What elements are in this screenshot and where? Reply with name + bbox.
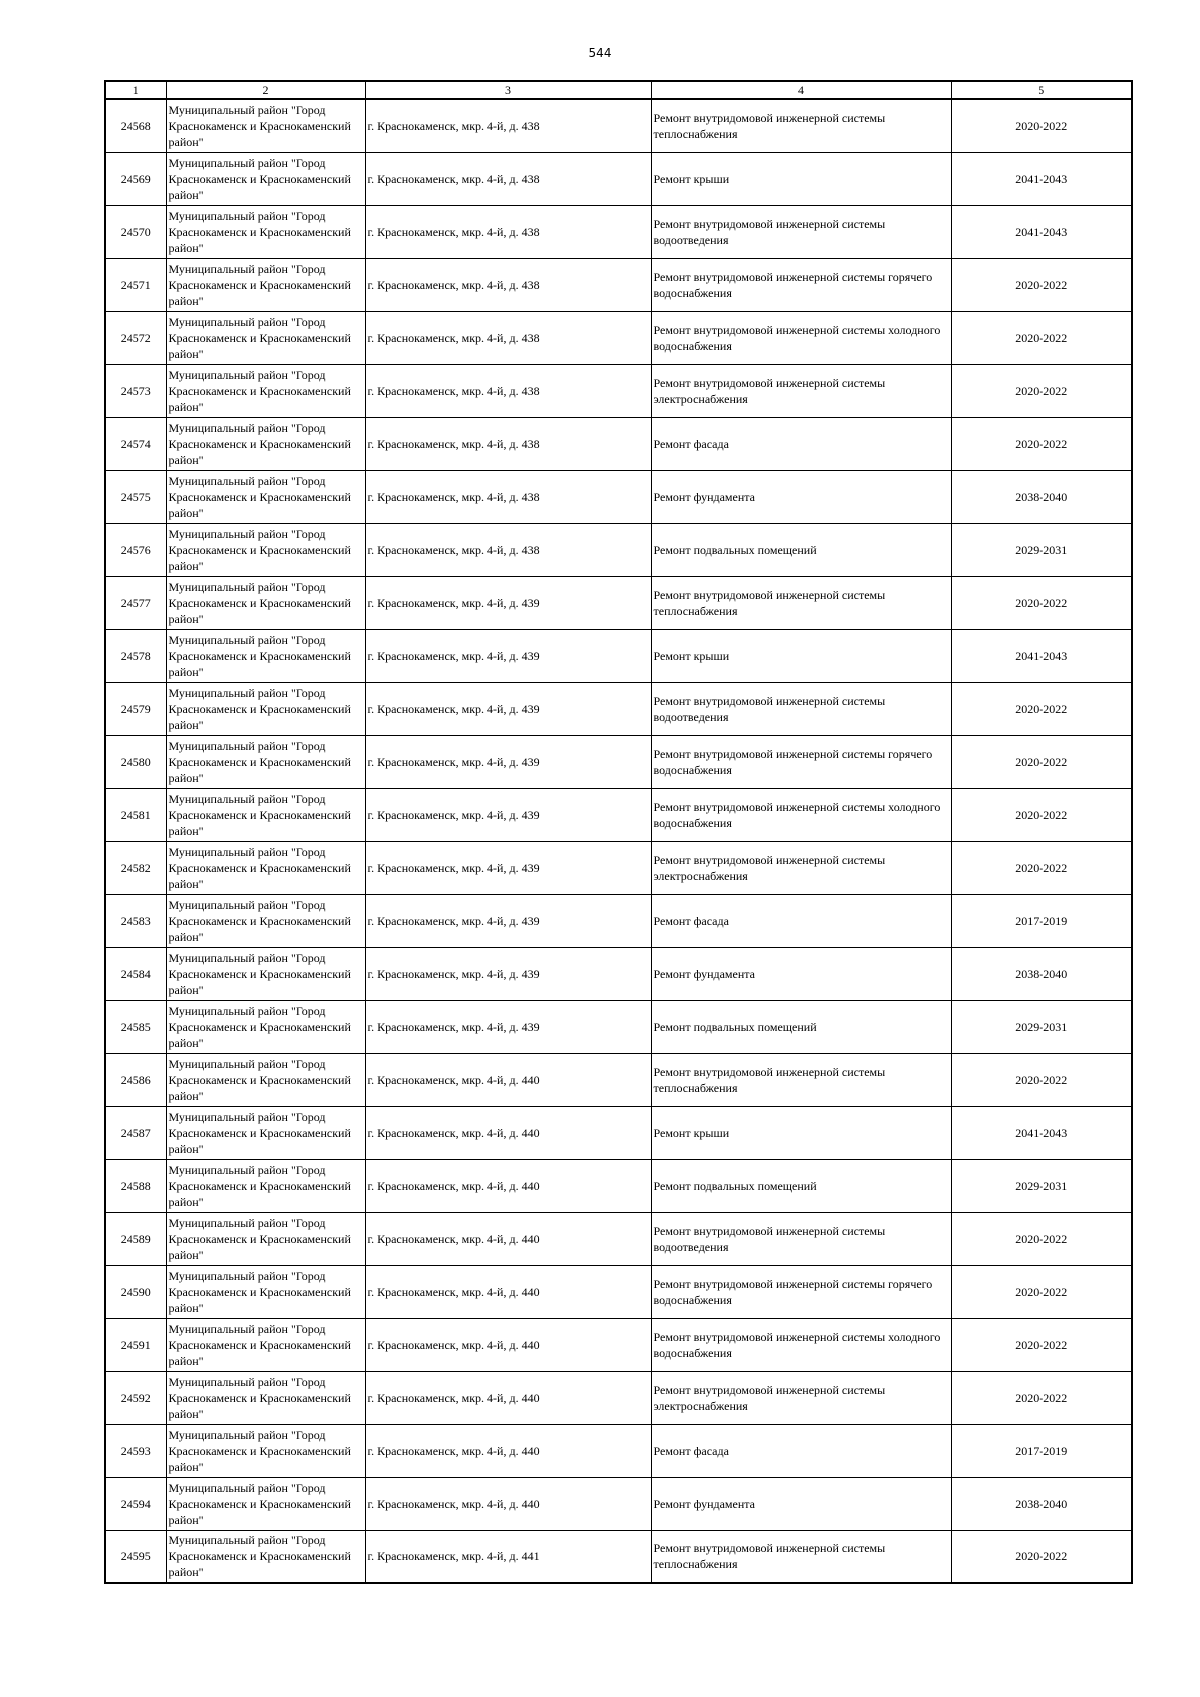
cell-municipality: Муниципальный район "Город Краснокаменск и Краснокаменский район": [166, 1000, 365, 1053]
cell-record-number: 24593: [105, 1424, 166, 1477]
cell-work-type: Ремонт внутридомовой инженерной системы водоотведения: [651, 1212, 951, 1265]
cell-address: г. Краснокаменск, мкр. 4-й, д. 439: [365, 682, 651, 735]
table-row: [105, 1265, 1132, 1318]
cell-record-number: 24585: [105, 1000, 166, 1053]
cell-work-type: Ремонт внутридомовой инженерной системы горячего водоснабжения: [651, 735, 951, 788]
table-row: [105, 1318, 1132, 1371]
cell-work-type: Ремонт внутридомовой инженерной системы электроснабжения: [651, 364, 951, 417]
cell-work-type: Ремонт фундамента: [651, 470, 951, 523]
cell-work-type: Ремонт фасада: [651, 417, 951, 470]
header-col-4: 4: [651, 81, 951, 99]
cell-work-type: Ремонт внутридомовой инженерной системы электроснабжения: [651, 841, 951, 894]
cell-municipality: Муниципальный район "Город Краснокаменск и Краснокаменский район": [166, 682, 365, 735]
cell-work-type: Ремонт фасада: [651, 894, 951, 947]
table-body: [105, 99, 1132, 1583]
cell-period: 2038-2040: [951, 470, 1132, 523]
cell-address: г. Краснокаменск, мкр. 4-й, д. 439: [365, 947, 651, 1000]
cell-municipality: Муниципальный район "Город Краснокаменск и Краснокаменский район": [166, 1265, 365, 1318]
cell-record-number: 24571: [105, 258, 166, 311]
cell-work-type: Ремонт внутридомовой инженерной системы горячего водоснабжения: [651, 1265, 951, 1318]
cell-municipality: Муниципальный район "Город Краснокаменск и Краснокаменский район": [166, 311, 365, 364]
table-row: [105, 1371, 1132, 1424]
table-row: [105, 841, 1132, 894]
cell-work-type: Ремонт фундамента: [651, 1477, 951, 1530]
cell-record-number: 24584: [105, 947, 166, 1000]
cell-work-type: Ремонт внутридомовой инженерной системы холодного водоснабжения: [651, 311, 951, 364]
table-row: [105, 576, 1132, 629]
cell-work-type: Ремонт подвальных помещений: [651, 1000, 951, 1053]
cell-period: 2020-2022: [951, 1265, 1132, 1318]
table-row: [105, 417, 1132, 470]
cell-period: 2041-2043: [951, 629, 1132, 682]
cell-work-type: Ремонт внутридомовой инженерной системы теплоснабжения: [651, 1530, 951, 1583]
cell-record-number: 24576: [105, 523, 166, 576]
cell-period: 2020-2022: [951, 682, 1132, 735]
cell-address: г. Краснокаменск, мкр. 4-й, д. 440: [365, 1106, 651, 1159]
cell-work-type: Ремонт внутридомовой инженерной системы горячего водоснабжения: [651, 258, 951, 311]
cell-address: г. Краснокаменск, мкр. 4-й, д. 438: [365, 523, 651, 576]
table-row: [105, 152, 1132, 205]
cell-municipality: Муниципальный район "Город Краснокаменск и Краснокаменский район": [166, 629, 365, 682]
table-row: [105, 258, 1132, 311]
cell-period: 2020-2022: [951, 1212, 1132, 1265]
cell-record-number: 24577: [105, 576, 166, 629]
cell-work-type: Ремонт внутридомовой инженерной системы теплоснабжения: [651, 576, 951, 629]
table-row: [105, 682, 1132, 735]
cell-municipality: Муниципальный район "Город Краснокаменск и Краснокаменский район": [166, 576, 365, 629]
cell-period: 2020-2022: [951, 576, 1132, 629]
cell-record-number: 24581: [105, 788, 166, 841]
cell-period: 2020-2022: [951, 1053, 1132, 1106]
cell-address: г. Краснокаменск, мкр. 4-й, д. 440: [365, 1053, 651, 1106]
cell-record-number: 24588: [105, 1159, 166, 1212]
cell-period: 2038-2040: [951, 1477, 1132, 1530]
cell-municipality: Муниципальный район "Город Краснокаменск и Краснокаменский район": [166, 1106, 365, 1159]
cell-address: г. Краснокаменск, мкр. 4-й, д. 440: [365, 1371, 651, 1424]
cell-period: 2041-2043: [951, 1106, 1132, 1159]
cell-period: 2017-2019: [951, 894, 1132, 947]
cell-period: 2029-2031: [951, 1159, 1132, 1212]
cell-address: г. Краснокаменск, мкр. 4-й, д. 438: [365, 258, 651, 311]
cell-municipality: Муниципальный район "Город Краснокаменск и Краснокаменский район": [166, 788, 365, 841]
cell-municipality: Муниципальный район "Город Краснокаменск и Краснокаменский район": [166, 205, 365, 258]
cell-work-type: Ремонт фасада: [651, 1424, 951, 1477]
table-row: [105, 1424, 1132, 1477]
cell-record-number: 24568: [105, 99, 166, 152]
table-row: [105, 894, 1132, 947]
cell-municipality: Муниципальный район "Город Краснокаменск и Краснокаменский район": [166, 894, 365, 947]
cell-record-number: 24570: [105, 205, 166, 258]
cell-address: г. Краснокаменск, мкр. 4-й, д. 438: [365, 205, 651, 258]
cell-municipality: Муниципальный район "Город Краснокаменск и Краснокаменский район": [166, 841, 365, 894]
cell-period: 2020-2022: [951, 788, 1132, 841]
cell-work-type: Ремонт фундамента: [651, 947, 951, 1000]
cell-record-number: 24594: [105, 1477, 166, 1530]
header-col-1: 1: [105, 81, 166, 99]
cell-work-type: Ремонт подвальных помещений: [651, 523, 951, 576]
cell-period: 2020-2022: [951, 1530, 1132, 1583]
cell-address: г. Краснокаменск, мкр. 4-й, д. 440: [365, 1424, 651, 1477]
cell-municipality: Муниципальный район "Город Краснокаменск и Краснокаменский район": [166, 947, 365, 1000]
cell-period: 2029-2031: [951, 523, 1132, 576]
cell-period: 2020-2022: [951, 735, 1132, 788]
table-row: [105, 735, 1132, 788]
table-row: [105, 1477, 1132, 1530]
cell-period: 2038-2040: [951, 947, 1132, 1000]
cell-work-type: Ремонт внутридомовой инженерной системы холодного водоснабжения: [651, 1318, 951, 1371]
cell-work-type: Ремонт крыши: [651, 152, 951, 205]
cell-record-number: 24595: [105, 1530, 166, 1583]
cell-period: 2020-2022: [951, 417, 1132, 470]
cell-record-number: 24579: [105, 682, 166, 735]
cell-municipality: Муниципальный район "Город Краснокаменск и Краснокаменский район": [166, 417, 365, 470]
cell-period: 2020-2022: [951, 364, 1132, 417]
table-row: [105, 1106, 1132, 1159]
cell-period: 2020-2022: [951, 258, 1132, 311]
cell-address: г. Краснокаменск, мкр. 4-й, д. 439: [365, 735, 651, 788]
cell-address: г. Краснокаменск, мкр. 4-й, д. 439: [365, 788, 651, 841]
cell-record-number: 24590: [105, 1265, 166, 1318]
table-row: [105, 1053, 1132, 1106]
cell-municipality: Муниципальный район "Город Краснокаменск и Краснокаменский район": [166, 1159, 365, 1212]
cell-address: г. Краснокаменск, мкр. 4-й, д. 439: [365, 841, 651, 894]
cell-record-number: 24589: [105, 1212, 166, 1265]
header-row: [105, 81, 1132, 99]
cell-municipality: Муниципальный район "Город Краснокаменск и Краснокаменский район": [166, 735, 365, 788]
cell-work-type: Ремонт внутридомовой инженерной системы водоотведения: [651, 682, 951, 735]
table-row: [105, 1159, 1132, 1212]
table-row: [105, 1000, 1132, 1053]
header-col-3: 3: [365, 81, 651, 99]
cell-address: г. Краснокаменск, мкр. 4-й, д. 439: [365, 629, 651, 682]
cell-period: 2020-2022: [951, 311, 1132, 364]
header-col-2: 2: [166, 81, 365, 99]
cell-municipality: Муниципальный район "Город Краснокаменск и Краснокаменский район": [166, 1424, 365, 1477]
table-row: [105, 788, 1132, 841]
cell-period: 2041-2043: [951, 205, 1132, 258]
cell-address: г. Краснокаменск, мкр. 4-й, д. 438: [365, 364, 651, 417]
cell-municipality: Муниципальный район "Город Краснокаменск и Краснокаменский район": [166, 99, 365, 152]
cell-work-type: Ремонт внутридомовой инженерной системы холодного водоснабжения: [651, 788, 951, 841]
cell-work-type: Ремонт крыши: [651, 629, 951, 682]
cell-work-type: Ремонт внутридомовой инженерной системы теплоснабжения: [651, 1053, 951, 1106]
cell-municipality: Муниципальный район "Город Краснокаменск и Краснокаменский район": [166, 1371, 365, 1424]
table-row: [105, 1212, 1132, 1265]
cell-municipality: Муниципальный район "Город Краснокаменск и Краснокаменский район": [166, 523, 365, 576]
cell-municipality: Муниципальный район "Город Краснокаменск и Краснокаменский район": [166, 1530, 365, 1583]
cell-address: г. Краснокаменск, мкр. 4-й, д. 438: [365, 311, 651, 364]
cell-period: 2020-2022: [951, 99, 1132, 152]
cell-period: 2029-2031: [951, 1000, 1132, 1053]
cell-record-number: 24573: [105, 364, 166, 417]
cell-work-type: Ремонт внутридомовой инженерной системы водоотведения: [651, 205, 951, 258]
cell-period: 2020-2022: [951, 1371, 1132, 1424]
cell-record-number: 24586: [105, 1053, 166, 1106]
cell-address: г. Краснокаменск, мкр. 4-й, д. 440: [365, 1477, 651, 1530]
registry-table: [104, 80, 1133, 1584]
cell-address: г. Краснокаменск, мкр. 4-й, д. 440: [365, 1159, 651, 1212]
cell-record-number: 24575: [105, 470, 166, 523]
cell-address: г. Краснокаменск, мкр. 4-й, д. 440: [365, 1212, 651, 1265]
cell-record-number: 24580: [105, 735, 166, 788]
cell-address: г. Краснокаменск, мкр. 4-й, д. 438: [365, 470, 651, 523]
cell-address: г. Краснокаменск, мкр. 4-й, д. 438: [365, 99, 651, 152]
cell-record-number: 24592: [105, 1371, 166, 1424]
cell-period: 2017-2019: [951, 1424, 1132, 1477]
cell-municipality: Муниципальный район "Город Краснокаменск и Краснокаменский район": [166, 152, 365, 205]
cell-municipality: Муниципальный район "Город Краснокаменск и Краснокаменский район": [166, 258, 365, 311]
cell-municipality: Муниципальный район "Город Краснокаменск и Краснокаменский район": [166, 364, 365, 417]
cell-record-number: 24578: [105, 629, 166, 682]
table-row: [105, 364, 1132, 417]
cell-address: г. Краснокаменск, мкр. 4-й, д. 440: [365, 1318, 651, 1371]
cell-record-number: 24572: [105, 311, 166, 364]
cell-municipality: Муниципальный район "Город Краснокаменск и Краснокаменский район": [166, 470, 365, 523]
table-row: [105, 470, 1132, 523]
table-row: [105, 99, 1132, 152]
cell-period: 2041-2043: [951, 152, 1132, 205]
table-row: [105, 205, 1132, 258]
page-number: 544: [588, 46, 612, 60]
table-row: [105, 629, 1132, 682]
cell-address: г. Краснокаменск, мкр. 4-й, д. 440: [365, 1265, 651, 1318]
cell-address: г. Краснокаменск, мкр. 4-й, д. 439: [365, 894, 651, 947]
cell-record-number: 24574: [105, 417, 166, 470]
cell-municipality: Муниципальный район "Город Краснокаменск и Краснокаменский район": [166, 1318, 365, 1371]
cell-record-number: 24582: [105, 841, 166, 894]
cell-work-type: Ремонт внутридомовой инженерной системы электроснабжения: [651, 1371, 951, 1424]
cell-municipality: Муниципальный район "Город Краснокаменск и Краснокаменский район": [166, 1053, 365, 1106]
table-row: [105, 311, 1132, 364]
table-row: [105, 1530, 1132, 1583]
table-row: [105, 947, 1132, 1000]
table-row: [105, 523, 1132, 576]
cell-record-number: 24569: [105, 152, 166, 205]
header-col-5: 5: [951, 81, 1132, 99]
cell-period: 2020-2022: [951, 841, 1132, 894]
cell-work-type: Ремонт крыши: [651, 1106, 951, 1159]
cell-address: г. Краснокаменск, мкр. 4-й, д. 438: [365, 417, 651, 470]
cell-work-type: Ремонт подвальных помещений: [651, 1159, 951, 1212]
cell-record-number: 24583: [105, 894, 166, 947]
table-header: [105, 81, 1132, 99]
cell-address: г. Краснокаменск, мкр. 4-й, д. 438: [365, 152, 651, 205]
cell-record-number: 24587: [105, 1106, 166, 1159]
cell-work-type: Ремонт внутридомовой инженерной системы теплоснабжения: [651, 99, 951, 152]
cell-municipality: Муниципальный район "Город Краснокаменск и Краснокаменский район": [166, 1212, 365, 1265]
cell-address: г. Краснокаменск, мкр. 4-й, д. 441: [365, 1530, 651, 1583]
cell-record-number: 24591: [105, 1318, 166, 1371]
cell-address: г. Краснокаменск, мкр. 4-й, д. 439: [365, 1000, 651, 1053]
cell-address: г. Краснокаменск, мкр. 4-й, д. 439: [365, 576, 651, 629]
cell-period: 2020-2022: [951, 1318, 1132, 1371]
cell-municipality: Муниципальный район "Город Краснокаменск и Краснокаменский район": [166, 1477, 365, 1530]
